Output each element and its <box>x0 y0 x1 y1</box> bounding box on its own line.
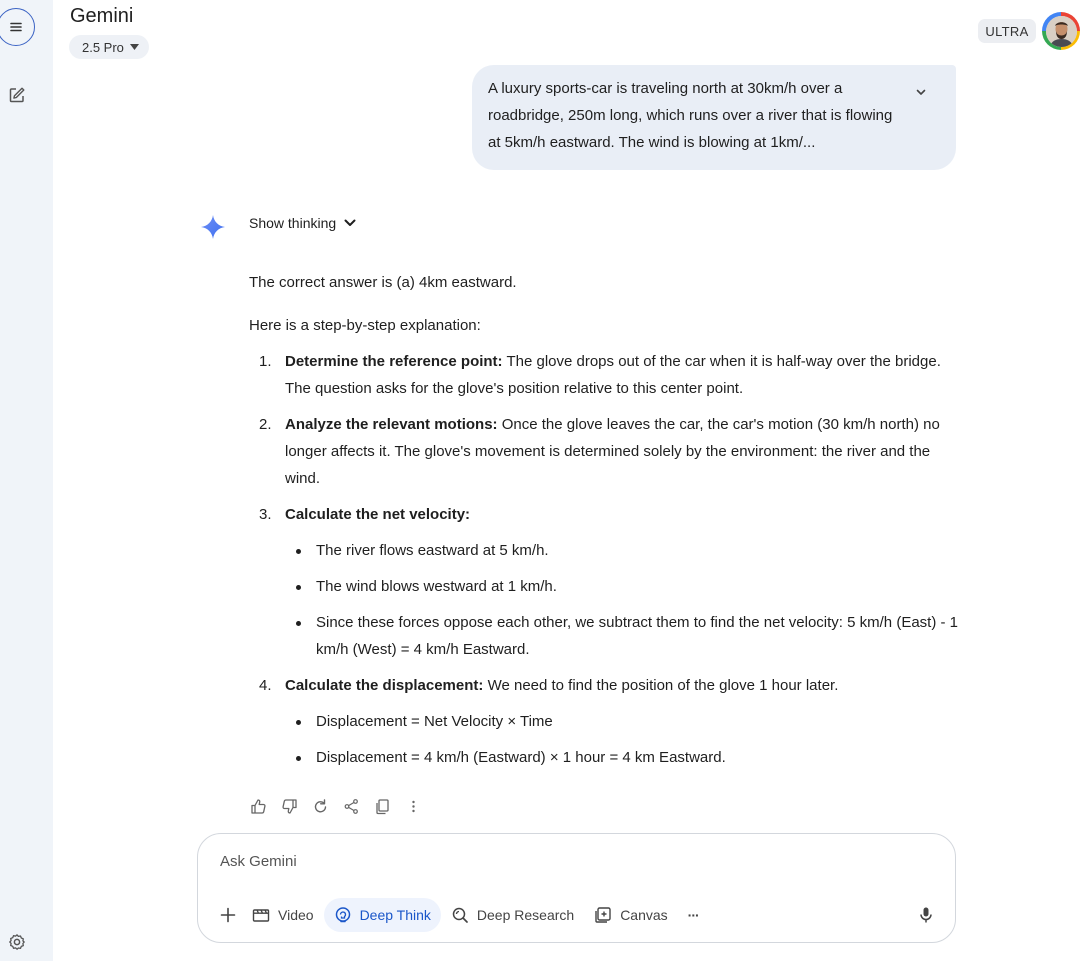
step-item <box>249 501 959 663</box>
show-thinking-label: Show thinking <box>249 215 337 231</box>
explanation-intro: Here is a step-by-step explanation: <box>249 317 481 334</box>
sparkle-icon <box>200 214 226 240</box>
plus-icon <box>220 907 236 923</box>
deep-research-tool-button[interactable] <box>441 898 584 932</box>
step-item <box>249 348 959 402</box>
menu-button[interactable] <box>0 8 35 46</box>
settings-button[interactable] <box>6 931 28 953</box>
chevron-down-icon <box>344 219 356 227</box>
edit-icon <box>8 86 26 104</box>
response-body <box>249 269 959 780</box>
copy-icon <box>374 798 391 815</box>
canvas-tool-label: Canvas <box>620 907 668 923</box>
regenerate-button[interactable] <box>311 797 329 815</box>
side-rail <box>0 0 53 961</box>
user-prompt-bubble <box>472 65 956 170</box>
user-prompt-text: A luxury sports-car is traveling north at 30km/h over a roadbridge, 250m long, which runs over a river that is flowing at 5km/h eastward. The wind is blowing at 1km/... <box>488 80 893 151</box>
step-number: 4. <box>259 677 272 694</box>
thumbs-down-icon <box>281 798 298 815</box>
avatar[interactable] <box>1042 12 1080 50</box>
new-chat-button[interactable] <box>6 84 28 106</box>
response-actions <box>249 797 422 815</box>
chevron-down-icon <box>912 83 930 101</box>
step-item <box>249 411 959 492</box>
step-number: 3. <box>259 506 272 523</box>
deep-research-icon <box>451 906 469 924</box>
more-tools-label: ··· <box>687 907 699 923</box>
bullet-item: Displacement = Net Velocity × Time <box>285 708 959 735</box>
ask-gemini-input[interactable] <box>218 852 722 871</box>
composer-toolbar <box>214 898 709 932</box>
thumbs-up-button[interactable] <box>249 797 267 815</box>
answer-line: The correct answer is (a) 4km eastward. <box>249 274 517 291</box>
canvas-tool-button[interactable] <box>584 898 677 932</box>
redo-icon <box>312 798 329 815</box>
model-selector[interactable] <box>69 35 149 59</box>
bullet-item: Since these forces oppose each other, we subtract them to find the net velocity: 5 km/h (East) - 1 km/h (West) = 4 km/h Eastward. <box>285 609 959 663</box>
expand-prompt-button[interactable] <box>912 83 930 101</box>
more-tools-button[interactable] <box>678 898 709 932</box>
step-title: Calculate the net velocity: <box>285 506 471 523</box>
bullet-item: Displacement = 4 km/h (Eastward) × 1 hour = 4 km Eastward. <box>285 744 959 771</box>
gemini-avatar <box>200 214 226 240</box>
step-text: We need to find the position of the glove 1 hour later. <box>483 677 839 694</box>
step-title: Analyze the relevant motions: <box>285 416 498 433</box>
deep-think-icon <box>334 906 352 924</box>
step-text: The glove drops out of the car when it is half-way over the bridge. The question asks for the glove's position relative to this center point. <box>285 353 941 397</box>
more-vert-icon <box>405 798 422 815</box>
step-number: 2. <box>259 416 272 433</box>
step-number: 1. <box>259 353 272 370</box>
microphone-icon <box>917 906 935 924</box>
step-text: Once the glove leaves the car, the car's motion (30 km/h north) no longer affects it. The glove's movement is determined solely by the environment: the river and the wind. <box>285 416 940 487</box>
step-title: Determine the reference point: <box>285 353 503 370</box>
bullet-item: The river flows eastward at 5 km/h. <box>285 537 959 564</box>
copy-button[interactable] <box>373 797 391 815</box>
add-attachment-button[interactable] <box>214 898 242 932</box>
video-tool-label: Video <box>278 907 314 923</box>
thumbs-up-icon <box>250 798 267 815</box>
plan-badge: ULTRA <box>978 19 1036 43</box>
bullet-list <box>285 708 959 771</box>
app-title: Gemini <box>70 5 134 27</box>
show-thinking-toggle[interactable] <box>249 215 356 231</box>
more-options-button[interactable] <box>404 797 422 815</box>
bullet-item: The wind blows westward at 1 km/h. <box>285 573 959 600</box>
avatar-photo <box>1046 16 1077 47</box>
steps-list <box>249 348 959 771</box>
share-button[interactable] <box>342 797 360 815</box>
canvas-icon <box>594 906 612 924</box>
deep-think-label: Deep Think <box>359 907 431 923</box>
thumbs-down-button[interactable] <box>280 797 298 815</box>
gear-icon <box>8 933 26 951</box>
video-tool-button[interactable] <box>242 898 324 932</box>
model-label: 2.5 Pro <box>82 39 124 55</box>
prompt-composer <box>197 833 956 943</box>
deep-research-label: Deep Research <box>476 907 575 923</box>
movie-icon <box>252 907 270 923</box>
step-item <box>249 672 959 771</box>
bullet-list <box>285 537 959 663</box>
microphone-button[interactable] <box>917 906 935 924</box>
share-icon <box>343 798 360 815</box>
deep-think-tool-button[interactable] <box>324 898 441 932</box>
caret-down-icon <box>130 44 139 50</box>
menu-icon <box>8 19 24 35</box>
step-title: Calculate the displacement: <box>285 677 484 694</box>
